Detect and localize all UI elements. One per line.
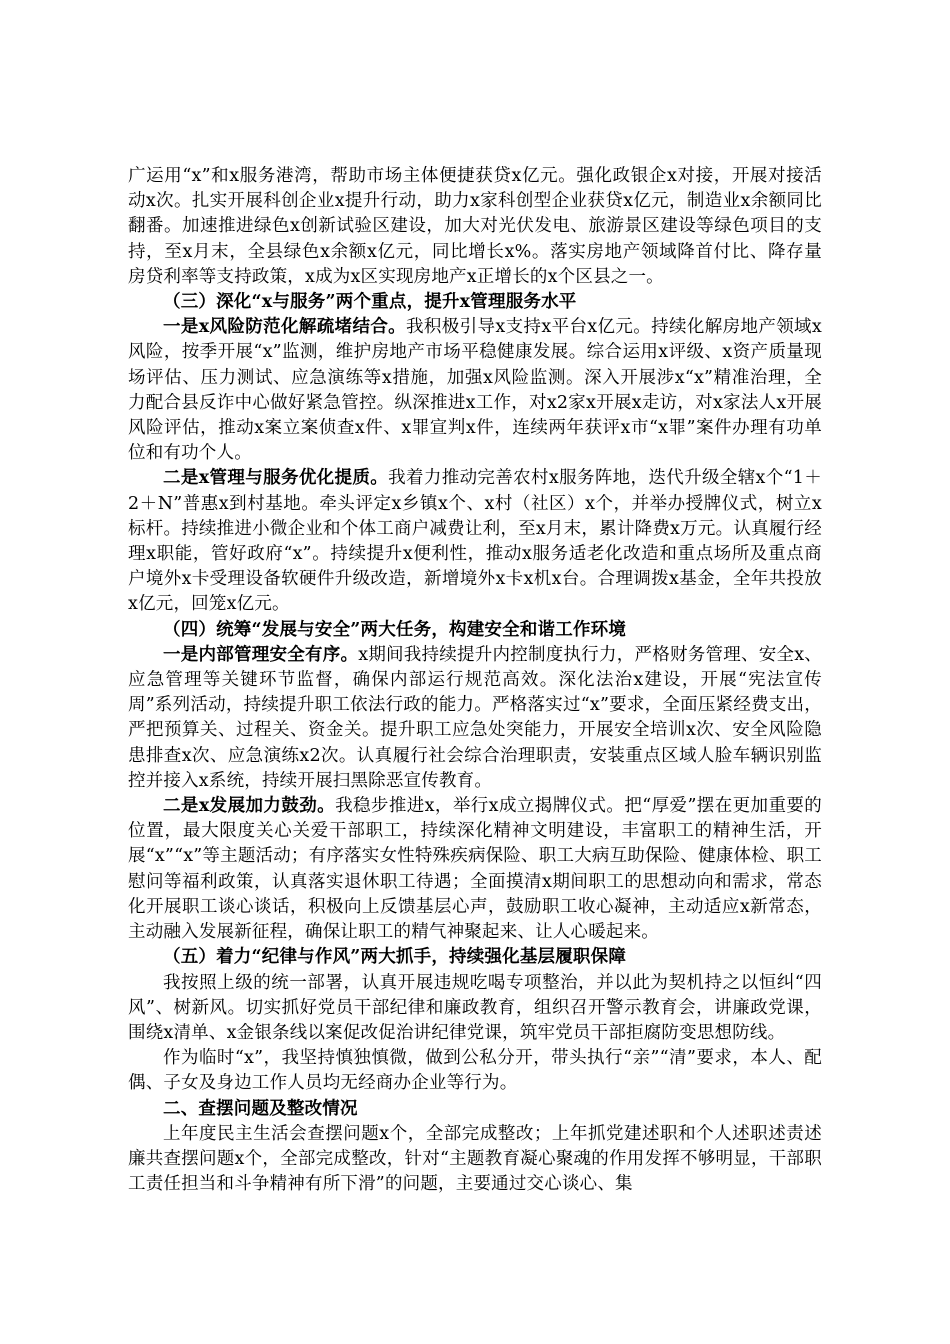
section-heading-2: 二、查摆问题及整改情况: [163, 1098, 358, 1119]
paragraph-body: 我着力推动完善农村x服务阵地，迭代升级全辖x个“1＋2＋N”普惠x到村基地。牵头评定x乡镇x个、x村（社区）x个，并举办授牌仪式，树立x标杆。持续推进小微企业和个体工商户减费让利，至x月末，累计降费x万元。认真履行经理x职能，管好政府“x”。持续提升x便利性，推动x服务适老化改造和重点场所及重点商户境外x卡受理设备软硬件升级改造，新增境外x卡x机x台。合理调拨x基金，全年共投放x亿元，回笼x亿元。: [128, 468, 822, 615]
paragraph-internal-management: [128, 643, 822, 794]
paragraph-lead: 一是x风险防范化解疏堵结合。: [163, 317, 407, 338]
section-heading-5: （五）着力“纪律与作风”两大抓手，持续强化基层履职保障: [163, 947, 627, 968]
paragraph-risk-prevention: [128, 315, 822, 466]
paragraph-lead: 一是内部管理安全有序。: [163, 644, 359, 665]
document-body: [128, 164, 822, 1197]
paragraph-lead: 二是x管理与服务优化提质。: [163, 468, 389, 489]
section-heading-3: （三）深化“x与服务”两个重点，提升x管理服务水平: [163, 292, 577, 313]
section-heading-4: （四）统筹“发展与安全”两大任务，构建安全和谐工作环境: [163, 619, 627, 640]
paragraph-service-optimization: [128, 466, 822, 617]
paragraph-body: 我积极引导x支持x平台x亿元。持续化解房地产领域x风险，按季开展“x”监测，维护房地产市场平稳健康发展。综合运用x评级、x资产质量现场评估、压力测试、应急演练等x措施，加强x风险监测。深入开展涉x“x”精准治理，全力配合县反诈中心做好紧急管控。纵深推进x工作，对x2家x开展x走访，对x家法人x开展风险评估，推动x案立案侦查x件、x罪宣判x件，连续两年获评x市“x罪”案件办理有功单位和有功个人。: [128, 317, 822, 464]
paragraph-lead: 二是x发展加力鼓劲。: [163, 796, 336, 817]
paragraph-body: 我稳步推进x，举行x成立揭牌仪式。把“厚爱”摆在更加重要的位置，最大限度关心关爱干部职工，持续深化精神文明建设，丰富职工的精神生活，开展“x”“x”等主题活动；有序落实女性特殊疾病保险、职工大病互助保险、健康体检、职工慰问等福利政策，认真落实退休职工待遇；全面摸清x期间职工的思想动向和需求，常态化开展职工谈心谈话，积极向上反馈基层心声，鼓励职工收心凝神，主动适应x新常态，主动融入发展新征程，确保让职工的精气神聚起来、让人心暖起来。: [128, 796, 822, 943]
paragraph-integrity: 作为临时“x”，我坚持慎独慎微，做到公私分开，带头执行“亲”“清”要求，本人、配偶、子女及身边工作人员均无经商办企业等行为。: [128, 1048, 822, 1094]
paragraph-development: [128, 794, 822, 945]
paragraph-finance-support: 广运用“x”和x服务港湾，帮助市场主体便捷获贷x亿元。强化政银企x对接，开展对接活动x次。扎实开展科创企业x提升行动，助力x家科创型企业获贷x亿元，制造业x余额同比翻番。加速推进绿色x创新试验区建设，加大对光伏发电、旅游景区建设等绿色项目的支持，至x月末，全县绿色x余额x亿元，同比增长x%。落实房地产领域降首付比、降存量房贷利率等支持政策，x成为x区实现房地产x正增长的x个区县之一。: [128, 166, 822, 287]
paragraph-body: x期间我持续提升内控制度执行力，严格财务管理、安全x、应急管理等关键环节监督，确保内部运行规范高效。深化法治x建设，开展“宪法宣传周”系列活动，持续提升职工依法行政的能力。严格落实过“x”要求，全面压紧经费支出，严把预算关、过程关、资金关。提升职工应急处突能力，开展安全培训x次、安全风险隐患排查x次、应急演练x2次。认真履行社会综合治理职责，安装重点区域人脸车辆识别监控并接入x系统，持续开展扫黑除恶宣传教育。: [128, 644, 823, 791]
paragraph-discipline: 我按照上级的统一部署，认真开展违规吃喝专项整治，并以此为契机持之以恒纠“四风”、树新风。切实抓好党员干部纪律和廉政教育，组织召开警示教育会，讲廉政党课，围绕x清单、x金银条线以案促改促治讲纪律党课，筑牢党员干部拒腐防变思想防线。: [128, 972, 822, 1043]
paragraph-rectification: 上年度民主生活会查摆问题x个，全部完成整改；上年抓党建述职和个人述职述责述廉共查摆问题x个，全部完成整改，针对“主题教育凝心聚魂的作用发挥不够明显，干部职工责任担当和斗争精神有所下滑”的问题，主要通过交心谈心、集: [128, 1123, 822, 1195]
